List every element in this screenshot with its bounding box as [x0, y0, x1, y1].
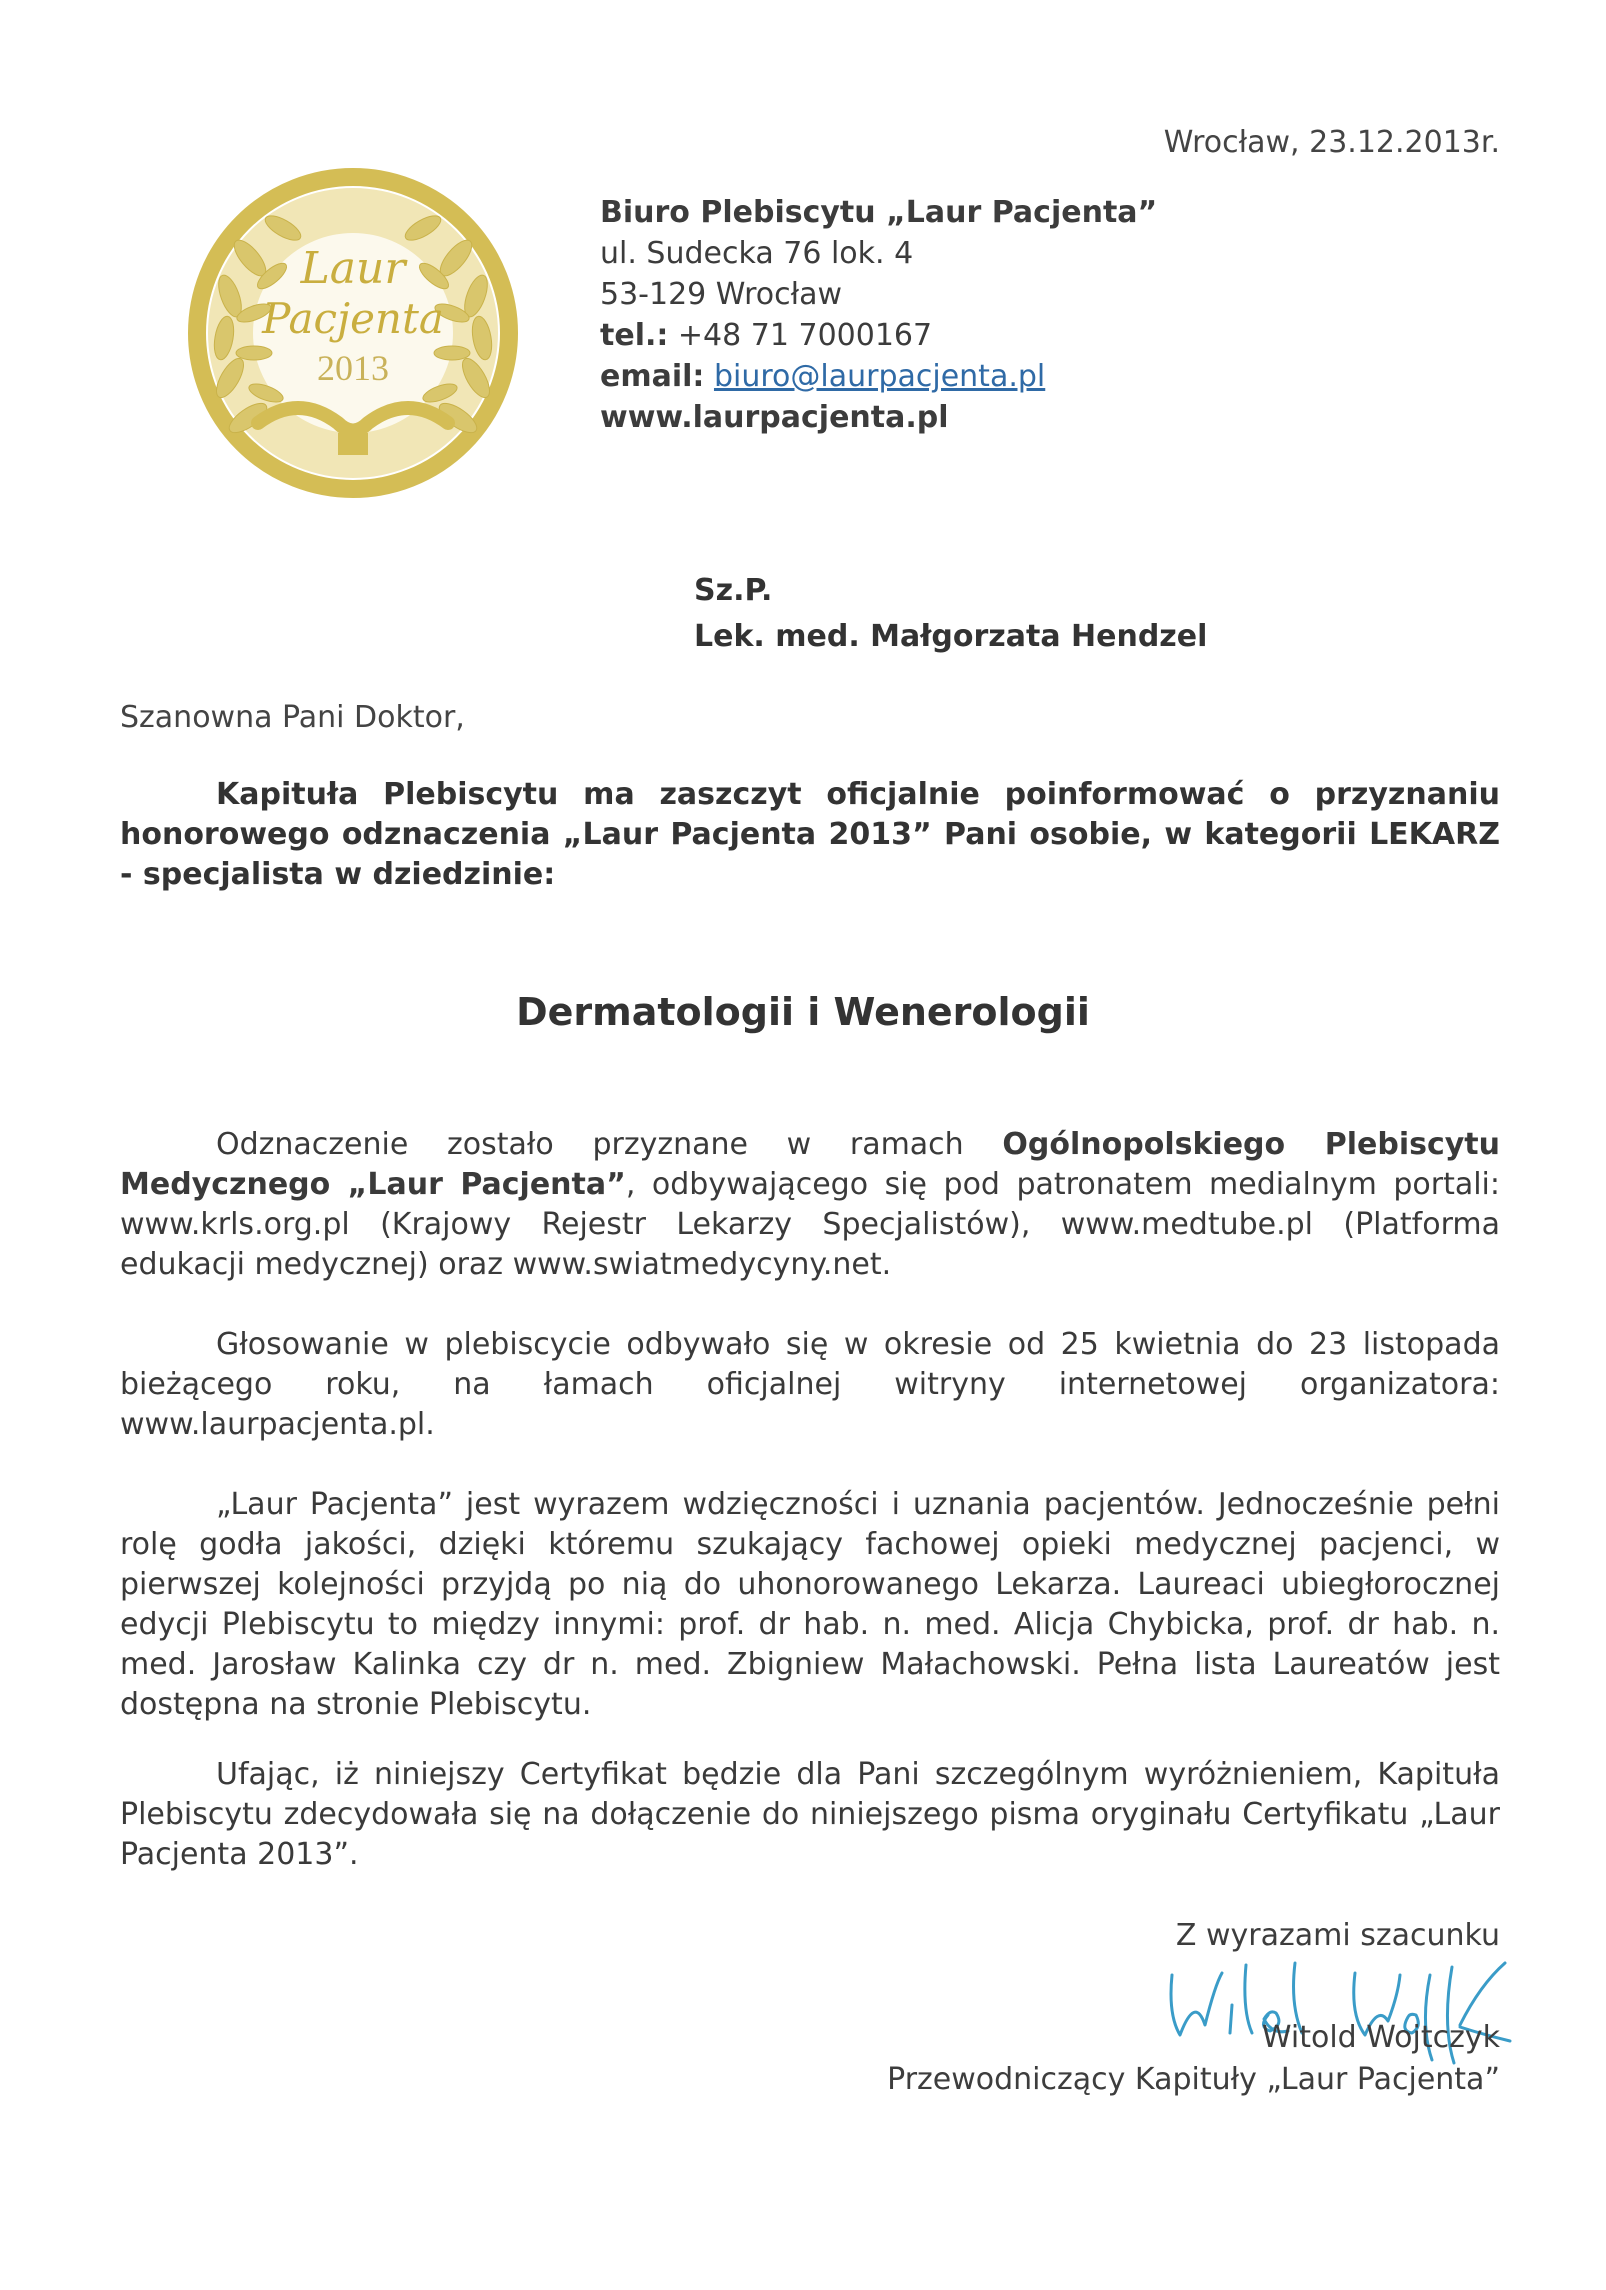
paragraph1-bold: Ogólnopolskiego Plebiscytu Medycznego „Laur Pacjenta” [120, 1127, 1500, 1202]
salutation: Szanowna Pani Doktor, [120, 700, 465, 735]
recipient-name: Lek. med. Małgorzata Hendzel [694, 619, 1208, 654]
laur-pacjenta-logo [188, 168, 518, 498]
paragraph1-before: Odznaczenie zostało przyznane w ramach [216, 1127, 1003, 1162]
paragraph3-text: „Laur Pacjenta” jest wyrazem wdzięczności i uznania pacjentów. Jednocześnie pełni rolę godła jakości, dzięki któremu szukający fachowej opieki medycznej pacjenci, w pierwszej kolejności przyjdą po nią do uhonorowanego Lekarza. Laureaci ubiegłorocznej edycji Plebiscytu to między innymi: prof. dr hab. n. med. Alicja Chybicka, prof. dr hab. n. med. Jarosław Kalinka czy dr n. med. Zbigniew Małachowski. Pełna lista Laureatów jest dostępna na stronie Plebiscytu. [120, 1487, 1500, 1722]
recipient-block [694, 568, 1207, 660]
paragraph-laureates [120, 1485, 1500, 1725]
sender-street: ul. Sudecka 76 lok. 4 [600, 236, 914, 271]
sender-website: www.laurpacjenta.pl [600, 400, 949, 435]
logo-line2: Pacjenta [262, 294, 444, 343]
paragraph-voting [120, 1325, 1500, 1445]
tel-label: tel.: [600, 318, 669, 353]
tel-value: +48 71 7000167 [677, 318, 933, 353]
closing-phrase: Z wyrazami szacunku [1175, 1918, 1500, 1953]
sender-address-block [600, 192, 1157, 438]
sender-phone-line [600, 315, 1157, 356]
recipient-honorific: Sz.P. [694, 573, 773, 608]
laurel-wreath-medal-icon [188, 168, 518, 498]
sender-email-line [600, 356, 1157, 397]
place-date: Wrocław, 23.12.2013r. [1163, 125, 1500, 160]
email-label: email: [600, 359, 705, 394]
sender-city: 53-129 Wrocław [600, 277, 843, 312]
signer-title: Przewodniczący Kapituły „Laur Pacjenta” [887, 2062, 1500, 2097]
sender-name: Biuro Plebiscytu „Laur Pacjenta” [600, 195, 1158, 230]
specialty-heading: Dermatologii i Wenerologii [516, 990, 1090, 1034]
paragraph2-text: Głosowanie w plebiscycie odbywało się w okresie od 25 kwietnia do 23 listopada bieżącego roku, na łamach oficjalnej witryny internetowej organizatora: www.laurpacjenta.pl. [120, 1327, 1500, 1442]
email-link[interactable]: biuro@laurpacjenta.pl [713, 359, 1046, 394]
paragraph-certificate [120, 1755, 1500, 1875]
intro-paragraph [120, 775, 1500, 895]
logo-line1: Laur [300, 243, 406, 294]
signer-name: Witold Wojtczyk [1261, 2020, 1500, 2055]
logo-year: 2013 [317, 348, 389, 388]
intro-text: Kapituła Plebiscytu ma zaszczyt oficjalnie poinformować o przyznaniu honorowego odznaczenia „Laur Pacjenta 2013” Pani osobie, w kategorii LEKARZ - specjalista w dziedzinie: [120, 777, 1500, 892]
paragraph4-text: Ufając, iż niniejszy Certyfikat będzie dla Pani szczególnym wyróżnieniem, Kapituła Plebiscytu zdecydowała się na dołączenie do niniejszego pisma oryginału Certyfikatu „Laur Pacjenta 2013”. [120, 1757, 1500, 1872]
paragraph-award-info [120, 1125, 1500, 1285]
paragraph1-after: , odbywającego się pod patronatem medialnym portali: www.krls.org.pl (Krajowy Rejestr Lekarzy Specjalistów), www.medtube.pl (Platforma edukacji medycznej) oraz www.swiatmedycyny.net. [120, 1167, 1500, 1282]
